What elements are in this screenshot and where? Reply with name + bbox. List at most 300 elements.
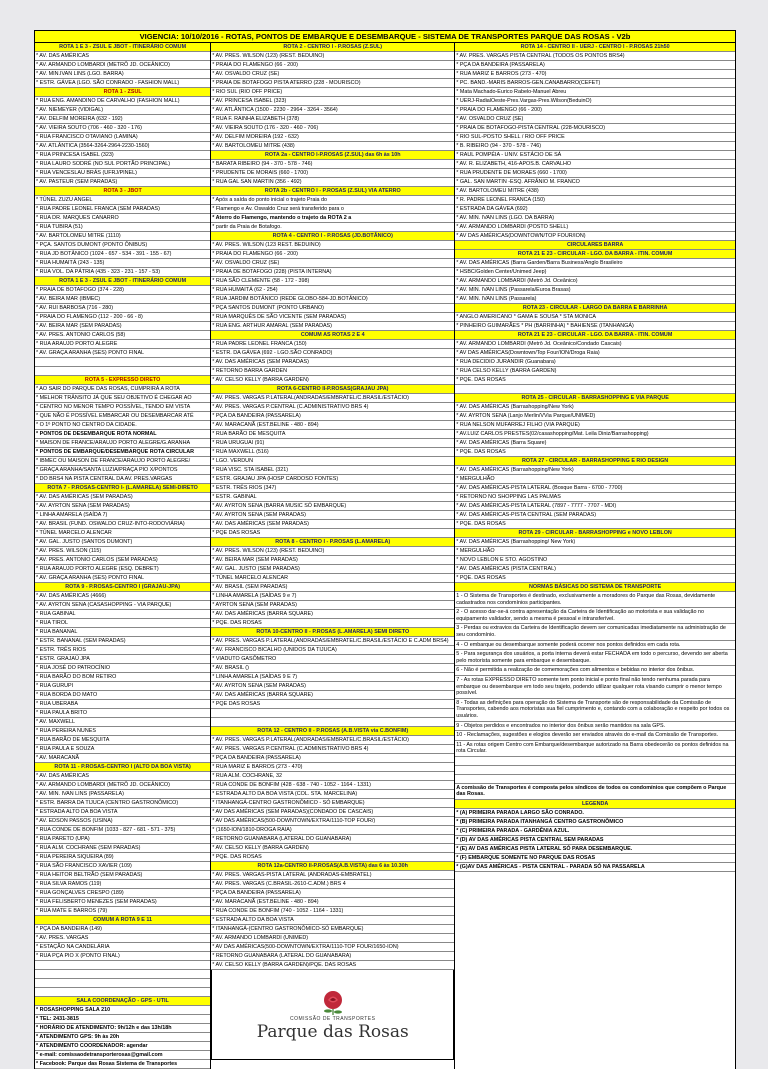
route-stop: * AV. MIN. IVAN LINS (Passarela) [455,295,735,304]
route-stop: * AV. PRINCESA ISABEL (323) [211,97,454,106]
route-stop: * AV. DAS AMÉRICAS (SEM PARADAS) [211,520,454,529]
section-header: SALA COORDENAÇÃO - GPS - UTIL [35,997,210,1006]
route-stop: * AV. ARMANDO LOMBARDI (METRÔ JD. OCEÂNICO) [35,781,210,790]
section-header: ROTA 2a - CENTRO I-P.ROSAS (Z.SUL) das 6h às 10h [211,151,454,160]
route-stop: * AV DAS AMÉRICAS(Downtown/Top Four/ION/Droga Raia) [455,349,735,358]
section-header: ROTA 2 - CENTRO I - P.ROSAS (Z.SUL) [211,43,454,52]
route-stop: * AV. PRES. WILSON (123) (REST. BEDUINO) [211,547,454,556]
route-stop: * RUA VISC. STA ISABEL (321) [211,466,454,475]
route-stop: * RUA HEITOR BELTRÃO (SEM PARADAS) [35,871,210,880]
route-stop [211,709,454,718]
route-stop [35,979,210,988]
route-stop: * AV. DELFIM MOREIRA (192 - 632) [211,133,454,142]
route-stop: * RUA VOL. DA PÁTRIA (435 - 323 - 231 - 157 - 53) [35,268,210,277]
route-stop: * MELHOR TRÂNSITO JÁ QUE SEU OBJETIVO É CHEGAR AO [35,394,210,403]
route-stop: * AV. MIN.IVAN LINS (LGO. BARRA) [35,70,210,79]
route-stop: * PRAIA DE BOTAFOGO (228) (PISTA INTERNA) [211,268,454,277]
route-stop: * R. PADRE LEONEL FRANCA (150) [455,196,735,205]
route-stop: * RUA FELISBERTO MENEZES (SEM PARADAS) [35,898,210,907]
route-stop: * MERGULHÃO [455,547,735,556]
route-stop: * AV. PRES. ANTONIO CARLOS (58) [35,331,210,340]
route-stop: * AV. ARMANDO LOMBARDI (POSTO SHELL) [455,223,735,232]
route-stop: * AV. PASTEUR (SEM PARADAS) [35,178,210,187]
route-stop: * Facebook: Parque das Rosas Sistema de Transportes [35,1060,210,1069]
route-stop: * Mata Machado-Eurico Rabelo-Manuel Abreu [455,88,735,97]
route-stop: * RETORNO GUANABARA (LATERAL DO GUANABARA) [211,952,454,961]
route-stop: * LINHA AMARELA (SAÍDAS 9 E 7) [211,673,454,682]
route-stop [35,988,210,997]
route-stop: 4 - O embarque ou desembarque somente poderá ocorrer nos pontos definidos em cada rota. [455,641,735,651]
route-stop: * AV. DAS AMÉRICAS (Barrashopping/New York) [455,403,735,412]
route-stop: * RUA ARAUJO PORTO ALEGRE (ESQ. DEBRET) [35,565,210,574]
route-stop: * AV. ATLÂNTICA (3564-3264-2964-2230-1560) [35,142,210,151]
route-stop: * AV. NIEMEYER (VIDIGAL) [35,106,210,115]
route-stop: * RUA TUBIRA (51) [35,223,210,232]
route-stop: * AV. DAS AMÉRICAS (Barra Garden/Barra Business/Anglo Brasileiro [455,259,735,268]
route-stop: * RUA GAL SAN MARTIN (356 - 492) [211,178,454,187]
route-stop: * AV. VIEIRA SOUTO (706 - 460 - 320 - 176) [35,124,210,133]
route-stop: * RUA BARÃO DE MESQUITA [35,736,210,745]
route-stop: * UERJ-RadialOeste-Pres.Vargas-Pres.Wilson(BeduinO) [455,97,735,106]
route-stop: * RUA HUMAITÁ (62 - 254) [211,286,454,295]
route-stop: * AV. CELSO KELLY (BARRA GARDEN) [211,376,454,385]
route-stop: * AV. RUI BARBOSA (716 - 280) [35,304,210,313]
section-header: NORMAS BÁSICAS DO SISTEMA DE TRANSPORTE [455,583,735,592]
route-stop [35,961,210,970]
section-header: ROTA 27 - CIRCULAR - BARRASHOPPING E RIO DESIGN [455,457,735,466]
route-stop: * PÇA. SANTOS DUMONT (PONTO ÔNIBUS) [35,241,210,250]
route-stop: 7 - As rotas EXPRESSO DIRETO somente tem ponto inicial e ponto final não tendo nenhuma parada para embarque ou desembarque em todo seu trajeto, podendo utilizar qualquer rota visando cumprir o menor tempo possível. [455,676,735,699]
route-stop: * RUA JOSÉ DO PATROCÍNIO [35,664,210,673]
route-stop: * RUA ENG. ARTHUR AMARAL (SEM PARADAS) [211,322,454,331]
route-stop: * PRAIA DO FLAMENGO (66 - 200) [211,61,454,70]
column-left [34,43,211,1069]
section-header: ROTA 3 - JBOT [35,187,210,196]
section-header: ROTA 12 - CENTRO II - P.ROSAS (A.B.VISTA via C.BONFIM) [211,727,454,736]
route-stop: * PQE. DAS ROSAS [455,520,735,529]
route-stop: * (D) AV DAS AMÉRICAS PISTA CENTRAL SEM PARADAS [455,836,735,845]
route-stop: * AV. MIN. IVAN LINS (Passarela/Euroa Brasas) [455,286,735,295]
route-stop: * RUA SÃO FRANCISCO XAVIER (109) [35,862,210,871]
route-stop: * RUA PRINCESA ISABEL (323) [35,151,210,160]
route-stop: 2 - O acesso dar-se-á contra apresentação da Carteira de Identificação ao motorista e sua validação no equipamento validador, sendo a mesma é pessoal e intransferível. [455,608,735,624]
route-stop: * ITANHANGÁ-(CENTRO GASTRONÔMICO-SÓ EMBARQUE) [211,925,454,934]
route-stop: * AV. OSVALDO CRUZ (SE) [455,115,735,124]
route-stop [35,358,210,367]
route-stop: * RUA PADRE LEONEL FRANCA (150) [211,340,454,349]
route-stop: * RUA PAULA BRITO [35,709,210,718]
route-stop: * CENTRO NO MENOR TEMPO POSSÍVEL, TENDO EM VISTA [35,403,210,412]
route-stop: * AV. BEIRA MAR (SEM PARADAS) [35,322,210,331]
section-header: LEGENDA [455,800,735,809]
route-stop: * AV. ARMANDO LOMBARDI (UNIMED) [211,934,454,943]
route-stop: * AV. ARMANDO LOMBARDI (Metrô Jd. Oceânico) [455,277,735,286]
section-header: ROTA 4 - CENTRO I - P.ROSAS (JD.BOTÂNICO) [211,232,454,241]
route-stop: * ESTR. TRÊS RIOS (347) [211,484,454,493]
route-stop: * RUA DR. MARQUES CANARRO [35,214,210,223]
route-stop: * RUA DECIDIO JURANDIR (Guanabara) [455,358,735,367]
section-header: ROTA 10-CENTRO II - P.ROSAS (L.AMARELA) SEMI DIRETO [211,628,454,637]
route-stop: * AV. PRES. VARGAS P.LATERAL(ANDRADAS/EMBRATEL/C.BRASIL/ESTÁCIO) [211,736,454,745]
route-stop: * PONTOS DE DESEMBARQUE ROTA NORMAL [35,430,210,439]
route-stop: * AV. DAS AMÉRICAS-PISTA LATERAL (Bosque Barra - 6700 - 7700) [455,484,735,493]
route-stop: * PRAIA DE BOTAFOGO-PISTA CENTRAL (228-MOURISCO) [455,124,735,133]
route-stop: * Aterro do Flamengo, mantendo o trajeto da ROTA 2 a [211,214,454,223]
route-stop: * RUA BORDA DO MATO [35,691,210,700]
route-stop: * RUA CELSO KELLY (BARRA GARDEN) [455,367,735,376]
sheet-title: VIGENCIA: 10/10/2016 - ROTAS, PONTOS DE EMBARQUE E DESEMBARQUE - SISTEMA DE TRANSPORTES PARQUE DAS ROSAS - V2b [34,30,736,43]
route-stop: * RUA GONÇALVES CRESPO (189) [35,889,210,898]
route-stop: * ESTAÇÃO NA CANDELÁRIA [35,943,210,952]
route-stop: * ESTRADA ALTO DA BOA VISTA [35,808,210,817]
section-header: ROTA 9 - P.ROSAS-CENTRO I (GRAJAU-JPA) [35,583,210,592]
route-stop: * AV. BARTOLOMEU MITRE (438) [455,187,735,196]
route-stop: * RUA JARDIM BOTÂNICO (REDE GLOBO-584-JD.BOTÂNICO) [211,295,454,304]
route-stop: * PQE. DAS ROSAS [211,619,454,628]
route-stop: * AV. EDSON PASSOS (USINA) [35,817,210,826]
route-stop: * AV. DAS AMÉRICAS-PISTA CENTRAL (SEM PARADAS) [455,511,735,520]
route-stop: * MAISON DE FRANCE/ARAUJO PORTO ALEGRE/G.ARANHA [35,439,210,448]
route-stop: * RUA LAURO SODRÉ (NO SUL PORTÃO PRINCIPAL) [35,160,210,169]
route-stop: * AV. MIN. IVAN LINS (PASSARELA) [35,790,210,799]
route-stop: * (E) AV DAS AMÉRICAS PISTA LATERAL SÓ PARA DESEMBARQUE. [455,845,735,854]
route-stop: * RUA PRUDENTE DE MORAES (660 - 1700) [455,169,735,178]
route-stop: * ESTR. BANANAL (SEM PARADAS) [35,637,210,646]
logo [211,970,454,1060]
route-stop: * PÇA DA BANDEIRA (PASSARELA) [211,889,454,898]
route-stop [455,775,735,784]
section-header: ROTA 6-CENTRO II-P.ROSAS(GRAJAU JPA) [211,385,454,394]
route-stop: * ROSASHOPPING SALA 210 [35,1006,210,1015]
route-stop: * AV. OSVALDO CRUZ (SE) [211,70,454,79]
route-stop: * AV. GAL. JUSTO (SEM PARADAS) [211,565,454,574]
route-stop: * RUA FRANCISCO OTAVIANO (LAMINA) [35,133,210,142]
section-header: ROTA 25 - CIRCULAR - BARRASHOPPING E VIA PARQUE [455,394,735,403]
route-stop: 9 - Objetos perdidos e encontrados no interior dos ônibus serão mantidos na sala GPS. [455,722,735,732]
route-stop: * PRAIA DE BOTAFOGO (374 - 228) [35,286,210,295]
route-stop: * RUA HUMAITÁ (243 - 135) [35,259,210,268]
route-stop: * AV DAS AMÉRICAS(DOWNTOWN/TOP FOUR/ION) [455,232,735,241]
route-stop: 6 - Não é permitida a realização de comemorações com alimentos e bebidas no interior dos ônibus. [455,666,735,676]
route-stop: * AV. PRES. VARGAS P.CENTRAL (C.ADMINISTRATIVO BRS 4) [211,403,454,412]
route-stop: * PC. BAND.-MARIS BARROS-GEN.CANABARRO(CEFET) [455,79,735,88]
route-stop: 3 - Perdas ou extravios da Carteira de Identificação devem ser comunicadas imediatamente na administração de seu condomínio. [455,624,735,640]
route-stop: * PRAIA DE BOTAFOGO PISTA ATERRO (228 - MOURISCO) [211,79,454,88]
route-stop: * AYRTON SENA (SEM PARADAS) [211,601,454,610]
route-stop: * Flamengo e Av. Oswaldo Cruz será transferido para o [211,205,454,214]
route-stop: * AV. AYRTON SENA (Lanjo Merlin/VVia Parque/UNIMED) [455,412,735,421]
route-stop: * RUA MATE E BARROS (79) [35,907,210,916]
route-stop: * AV. PRES. VARGAS (C.BRASIL-2610-C.ADM.) BRS 4 [211,880,454,889]
route-stop: * AV. AYRTON SENA (BARRA MUSIC SÓ EMBARQUE) [211,502,454,511]
section-header: COMUM A ROTA 9 E 11 [35,916,210,925]
route-stop: * Após a saída do ponto inicial o trajeto Praia do [211,196,454,205]
route-stop: * RUA ARAUJO PORTO ALEGRE [35,340,210,349]
route-stop: * TÚNEL MARCELO ALENCAR [211,574,454,583]
route-stop: * AV. MARACANÃ (EST.BELINE - 480 - 894) [211,898,454,907]
route-stop: * PRAIA DO FLAMENGO (66 - 200) [455,106,735,115]
route-stop: * ESTR. GABINAL [211,493,454,502]
route-stop: * RUA ALM. COCHRANE (SEM PARADAS) [35,844,210,853]
route-stop: * AV. DAS AMÉRICAS (SEM PARADAS) [35,493,210,502]
route-stop: A comissão de Transportes é composta pelos síndicos de todos os condomínios que compõem o Parque das Rosas. [455,784,735,800]
route-stop: * TÚNEL MARCELO ALENCAR [35,529,210,538]
route-stop: * AV. DAS AMÉRICAS (SEM PARADAS) [211,358,454,367]
section-header: ROTA 14 - CENTRO II - UERJ - CENTRO I - P.ROSAS 21h50 [455,43,735,52]
route-stop: * AV. DAS AMÉRICAS (BARRA SQUARE) [211,610,454,619]
route-stop: * AV. BARTOLOMEU MITRE (1110) [35,232,210,241]
section-header: ROTA 7 - P.ROSAS-CENTRO I- (L.AMARELA) SEMI-DIRETO [35,484,210,493]
route-stop: * AV. GAL. JUSTO (SANTOS DUMONT) [35,538,210,547]
route-stop: * RUA F. RAINHA ELIZABETH (378) [211,115,454,124]
route-stop: 8 - Todas as definições para operação do Sistema de Transporte são de responsabilidade da Comissão de Transportes, cabendo aos motoristas sua fiel cumprimento e, contando com a colaboração e respeito por todos os usuários. [455,699,735,722]
route-stop: * AV. PRES. VARGAS-PISTA LATERAL (ANDRADAS-EMBRATEL) [211,871,454,880]
route-stop: * PQE. DAS ROSAS [211,853,454,862]
route-stop: * RUA SILVA RAMOS (119) [35,880,210,889]
route-stop: * AV. DAS AMÉRICAS (BARRA SQUARE) [211,691,454,700]
route-stop: * PÇA DA BANDEIRA (PASSARELA) [211,754,454,763]
route-stop: * RUA ENG. AMANDINO DE CARVALHO (FASHION MALL) [35,97,210,106]
route-stop: * RUA MARIZ E BARROS (273 - 470) [211,763,454,772]
route-stop: * TÚNEL ZUZU ANGEL [35,196,210,205]
route-stop: * PINHEIRO GUIMARÃES * PH (BARRINHA) * BAHIENSE (ITANHANGÁ) [455,322,735,331]
route-stop: * PQE. DAS ROSAS [455,448,735,457]
route-stop: * AV. DELFIM MOREIRA (632 - 192) [35,115,210,124]
route-stop: * GRAÇA ARANHA/SANTA LUZIA/PRAÇA PIO X/PONTOS [35,466,210,475]
route-stop: * RUA TIROL [35,619,210,628]
route-stop: * B. RIBEIRO (94 - 370 - 578 - 746) [455,142,735,151]
route-stop: * GAL. SAN MARTIN -ESQ. AFRÂNIO M. FRANCO [455,178,735,187]
section-header: ROTA 5 - EXPRESSO DIRETO [35,376,210,385]
route-stop: * RUA MARIZ E BARROS (273 - 470) [455,70,735,79]
route-stop: * PQE. DAS ROSAS [455,376,735,385]
route-stop: * RUA UBERABA [35,700,210,709]
route-stop: * QUE NÃO É POSSÍVEL EMBARCAR OU DESEMBARCAR ATÉ [35,412,210,421]
route-stop: * DO BRS4 NA PISTA CENTRAL DA AV. PRES.VARGAS [35,475,210,484]
route-stop: * ESTR. GÁVEA (LGO. SÃO CONRADO - FASHION MALL) [35,79,210,88]
route-stop: * PQE. DAS ROSAS [455,574,735,583]
route-stop: * ESTR. BARRA DA TIJUCA (CENTRO GASTRONÔMICO) [35,799,210,808]
route-stop: * AV. PRES. WILSON (123 REST. BEDUINO) [211,241,454,250]
route-stop: * ESTR. GRAJAU JPA (HOSP CARDOSO FONTES) [211,475,454,484]
route-stop [211,718,454,727]
route-stop: * AV. GRAÇA ARANHA (SES) PONTO FINAL [35,574,210,583]
transport-sheet [34,30,736,1069]
route-stop: * AV. DAS AMÉRICAS-PISTA LATERAL (7897 - 7777 - 7707 - MDI) [455,502,735,511]
route-stop: * (G)AV DAS AMÉRICAS - PISTA CENTRAL - PARADA SÓ NA PASSARELA [455,863,735,872]
route-stop: * AV. AYRTON SENA (SEM PARADAS) [35,502,210,511]
section-header: ROTA 1 E 3 - ZSUL E JBOT - ITINERÁRIO COMUM [35,43,210,52]
route-stop: * ESTRADA DA GÁVEA (692) [455,205,735,214]
route-stop: * AV. BRASIL (SEM PARADAS) [211,583,454,592]
route-stop: * ESTR. TRÊS RIOS [35,646,210,655]
route-stop: * RUA PAULA E SOUZA [35,745,210,754]
route-stop: * RUA MAXWELL (516) [211,448,454,457]
route-stop: * TEL: 2431-3815 [35,1015,210,1024]
route-stop: 5 - Para segurança dos usuários, a porta interna deverá estar FECHADA em todo o percurso, devendo ser aberta pelo motorista somente para embarque e desembarque. [455,650,735,666]
route-stop: * RAUL POMPÉIA - UNIV. ESTÁCIO DE SÁ [455,151,735,160]
route-stop: * RUA BANANAL [35,628,210,637]
route-stop: * (F) EMBARQUE SOMENTE NO PARQUE DAS ROSAS [455,854,735,863]
route-stop: * PRAIA DO FLAMENGO (66 - 200) [211,250,454,259]
route-stop: * AV. DAS AMÉRICAS (4666) [35,592,210,601]
route-stop: * AV. PRES. VARGAS P.CENTRAL (C.ADMINISTRATIVO BRS 4) [211,745,454,754]
route-stop: * MERGULHÃO [455,475,735,484]
section-header: ROTA 21 E 23 - CIRCULAR - LGO. DA BARRA - ITIN. COMUM [455,250,735,259]
route-stop: * ATENDIMENTO COORDENADOR: agendar [35,1042,210,1051]
route-stop: * (A) PRIMEIRA PARADA LARGO SÃO CONRADO. [455,809,735,818]
route-stop: * AV. R. ELIZABETH, 416-APOS.B. CARVALHO [455,160,735,169]
route-stop: * RUA URUGUAI (91) [211,439,454,448]
route-stop: * AV. MARACANÃ (EST.BELINE - 480 - 894) [211,421,454,430]
route-stop: * AV. AYRTON SENA (SEM PARADAS) [211,682,454,691]
route-stop [455,757,735,766]
route-stop: * PRAIA DO FLAMENGO (112 - 200 - 66 - 8) [35,313,210,322]
section-header: ROTA 21 E 23 - CIRCULAR - LGO. DA BARRA - ITIN. COMUM [455,331,735,340]
route-stop: * RUA BARÃO DE MESQUITA [211,430,454,439]
section-header: ROTA 11 - P.ROSAS-CENTRO I (ALTO DA BOA VISTA) [35,763,210,772]
route-stop: * ESTR. DA GÁVEA (692 - LGO.SÃO CONRADO) [211,349,454,358]
section-header: ROTA 12a-CENTRO II-P.ROSAS(A.B.VISTA) das 6 às 10.30h [211,862,454,871]
route-stop: * AV. BEIRA MAR (SEM PARADAS) [211,556,454,565]
route-stop: * ANGLO AMERICANO * GAMA E SOUSA * STA MONICA [455,313,735,322]
route-stop: * partir da Praia de Botafogo. [211,223,454,232]
route-stop: * LINHA AMARELA (SAÍDA 7) [35,511,210,520]
route-stop: * VIADUTO GASÔMETRO [211,655,454,664]
route-stop: * AV. PRES. ANTONIO CARLOS (SEM PARADAS) [35,556,210,565]
route-stop: * RUA PARETO (UPA) [35,835,210,844]
route-stop: * AV. PRES. VARGAS [35,934,210,943]
route-stop: * PÇA SANTOS DUMONT (PONTO URBANO) [211,304,454,313]
route-stop: * AV DAS AMÉRICAS (SEM PARADAS)(CONDADO DE CASCAIS) [211,808,454,817]
route-stop: * AV. ARMANDO LOMBARDI (Metrô Jd. Oceânico/Condado Cascais) [455,340,735,349]
section-header: ROTA 23 - CIRCULAR - LARGO DA BARRA E BARRINHA [455,304,735,313]
route-stop: * AV. DAS AMÉRICAS (PISTA CENTRAL) [455,565,735,574]
route-stop: * HSBC/Golden Center/Unimed Jeep) [455,268,735,277]
route-stop: * AV. PRES. VARGAS PISTA CENTRAL (TODOS OS PONTOS BRS4) [455,52,735,61]
route-stop: * RUA CONDE DE BONFIM (1033 - 827 - 681 - 571 - 375) [35,826,210,835]
route-stop: * AV. ATLÂNTICA (1500 - 2230 - 2964 - 3264 - 3564) [211,106,454,115]
route-stop: * AV DAS AMÉRICAS(500-DOWNTOWN/EXTRA/1110-TOP FOUR/) [211,817,454,826]
route-stop: * AV. PRES. VARGAS P.LATERAL(ANDRADAS/EMBRATEL/C.BRASIL/ESTÁCIO E C.ADM BRS4) [211,637,454,646]
route-stop [455,766,735,775]
route-stop: * AV. MAXWELL [35,718,210,727]
route-stop: * IBMEC OU MAISON DE FRANCE/ARAUJO PORTO ALEGRE/ [35,457,210,466]
section-header: ROTA 1 E 3 - ZSUL E JBOT - ITINERÁRIO COMUM [35,277,210,286]
route-stop: * AV. DAS AMÉRICAS (Barrashopping/ New York) [455,538,735,547]
route-stop: 11 - As rotas origem Centro com Embarque/desembarque autorizado na Barra obedecerão os pontos definidos na rota Circular. [455,741,735,757]
route-stop: * LGO. VERDUN [211,457,454,466]
route-stop: * AV. OSVALDO CRUZ (SE) [211,259,454,268]
section-header: CIRCULARES BARRA [455,241,735,250]
route-stop: * e-mail: comissaodetransporterosas@gmail.com [35,1051,210,1060]
route-stop: * PÇA DA BANDEIRA (149) [35,925,210,934]
route-stop: * ESTRADA ALTO DA BOA VISTA [211,916,454,925]
route-stop: * (C) PRIMEIRA PARADA - GARDÊNIA AZUL. [455,827,735,836]
route-stop: * RUA PEREIRA SIQUEIRA (89) [35,853,210,862]
route-stop: * RUA VENCESLAU BRÁS (UFRJ/PINEL) [35,169,210,178]
route-stop [35,367,210,376]
route-stop: * RUA NELSON MUFARREJ FILHO (VIA PARQUE) [455,421,735,430]
route-stop: * HORÁRIO DE ATENDIMENTO: 9h/12h e das 13h/18h [35,1024,210,1033]
section-header: ROTA 8 - CENTRO I - P.ROSAS (L.AMARELA) [211,538,454,547]
route-stop: * RUA JD BOTÂNICO (1024 - 657 - 534 - 391 - 155 - 67) [35,250,210,259]
route-stop: * AV.LUIZ CARLOS PRESTES(02/casashopping/Mat. Leila Diniz/Barrashopping) [455,430,735,439]
column-middle-rows [211,43,454,970]
section-header: ROTA 29 - CIRCULAR - BARRASHOPPING e NOVO LEBLON [455,529,735,538]
logo-subtitle: COMISSÃO DE TRANSPORTES [289,1015,376,1022]
route-stop: * AV DAS AMÉRICAS(500-DOWNTOWN/EXTRA/1110-TOP FOUR/1650-ION) [211,943,454,952]
route-stop: * RETORNO BARRA GARDEN [211,367,454,376]
route-stop: * AV. PRES. WILSON (123) (REST. BEDUINO) [211,52,454,61]
route-stop: * AV. PRES. WILSON (115) [35,547,210,556]
route-stop: * O 1º PONTO NO CENTRO DA CIDADE. [35,421,210,430]
route-stop: * RUA GABINAL [35,610,210,619]
route-stop: * RUA CONDE DE BONFIM (740 - 1052 - 1164 - 1331) [211,907,454,916]
route-stop: * RIO SUL (RIO OFF PRICE) [211,88,454,97]
route-stop: * AV. AYRTON SENA (CASASHOPPING - VIA PARQUE) [35,601,210,610]
route-stop: * RIO SUL-POSTO SHELL / RIO OFF PRICE [455,133,735,142]
route-stop: * PONTOS DE EMBARQUE/DESEMBARQUE ROTA CIRCULAR [35,448,210,457]
route-stop: * AV. BRASIL () [211,664,454,673]
route-stop: * AV. MIN. IVAN LINS (LGO. DA BARRA) [455,214,735,223]
route-stop: * ITANHANGÁ-CENTRO GASTRONÔMICO - SÓ EMBARQUE) [211,799,454,808]
route-stop: * AO SAIR DO PARQUE DAS ROSAS, CUMPRIRÁ A ROTA [35,385,210,394]
columns [34,43,736,1069]
route-stop: * RUA CONDE DE BONFIM (428 - 638 - 740 - 1052 - 1164 - 1331) [211,781,454,790]
route-stop: * RETORNO GUANABARA (LATERAL DO GUANABARA) [211,835,454,844]
route-stop: * AV. BARTOLOMEU MITRE (438) [211,142,454,151]
route-stop: * RUA PÇA PIO X (PONTO FINAL) [35,952,210,961]
route-stop: * AV. DAS AMÉRICAS [35,772,210,781]
route-stop: * RETORNO NO SHOPPING LAS PALMAS [455,493,735,502]
route-stop: * AV. AYRTON SENA (SEM PARADAS) [211,511,454,520]
route-stop: * BARATA RIBEIRO (94 - 370 - 578 - 746) [211,160,454,169]
route-stop: * AV. VIEIRA SOUTO (176 - 320 - 460 - 706) [211,124,454,133]
column-middle [211,43,455,1069]
route-stop: * RUA ALM. COCHRANE, 32 [211,772,454,781]
route-stop: * LINHA AMARELA (SAÍDAS 9 e 7) [211,592,454,601]
route-stop: * (1650-ION/1810-DROGA RAIA) [211,826,454,835]
route-stop: * AV. CELSO KELLY (BARRA GARDEN)/PQE. DAS ROSAS [211,961,454,970]
route-stop [455,385,735,394]
route-stop: * PÇA DA BANDEIRA (PASSARELA) [211,412,454,421]
logo-title: Parque das Rosas [256,1021,409,1042]
route-stop: * RUA PADRE LEONEL FRANCA (SEM PARADAS) [35,205,210,214]
route-stop: * AV. DAS AMÉRICAS (Barrashopping/New York) [455,466,735,475]
route-stop: * AV. BRASIL (FUND. OSWALDO CRUZ-INTO-RODOVIÁRIA) [35,520,210,529]
route-stop: * ESTR. GRAJAÚ JPA [35,655,210,664]
route-stop: * ESTRADA ALTO DA BOA VISTA (COL. STA. MARCELINA) [211,790,454,799]
section-header: ROTA 2b - CENTRO I - P.ROSAS (Z.SUL) VIA ATERRO [211,187,454,196]
route-stop: * AV. FRANCISCO BICALHO (UNIDOS DA TIJUCA) [211,646,454,655]
route-stop: * AV. MARACANÃ [35,754,210,763]
route-stop: * AV. DAS AMÉRICAS [35,52,210,61]
route-stop: * NOVO LEBLON E STO. AGOSTINO [455,556,735,565]
route-stop: * AV. GRAÇA ARANHA (SES) PONTO FINAL [35,349,210,358]
section-header: COMUM AS ROTAS 2 E 4 [211,331,454,340]
route-stop [35,970,210,979]
route-stop: * RUA MARQUÊS DE SÃO VICENTE (SEM PARADAS) [211,313,454,322]
route-stop: * RUA BARÃO DO BOM RETIRO [35,673,210,682]
route-stop: * RUA PEREIRA NUNES [35,727,210,736]
route-stop: 1 - O Sistema de Transportes é destinado, exclusivamente a moradores do Parque das Rosas, devidamente cadastrados nos condomínios participantes. [455,592,735,608]
section-header: ROTA 1 - ZSUL [35,88,210,97]
route-stop: * RUA SÃO CLEMENTE (58 - 172 - 398) [211,277,454,286]
route-stop: * ATENDIMENTO GPS: 9h às 20h [35,1033,210,1042]
route-stop: * AV. DAS AMÉRICAS (Barra Square) [455,439,735,448]
rose-icon [316,988,350,1016]
